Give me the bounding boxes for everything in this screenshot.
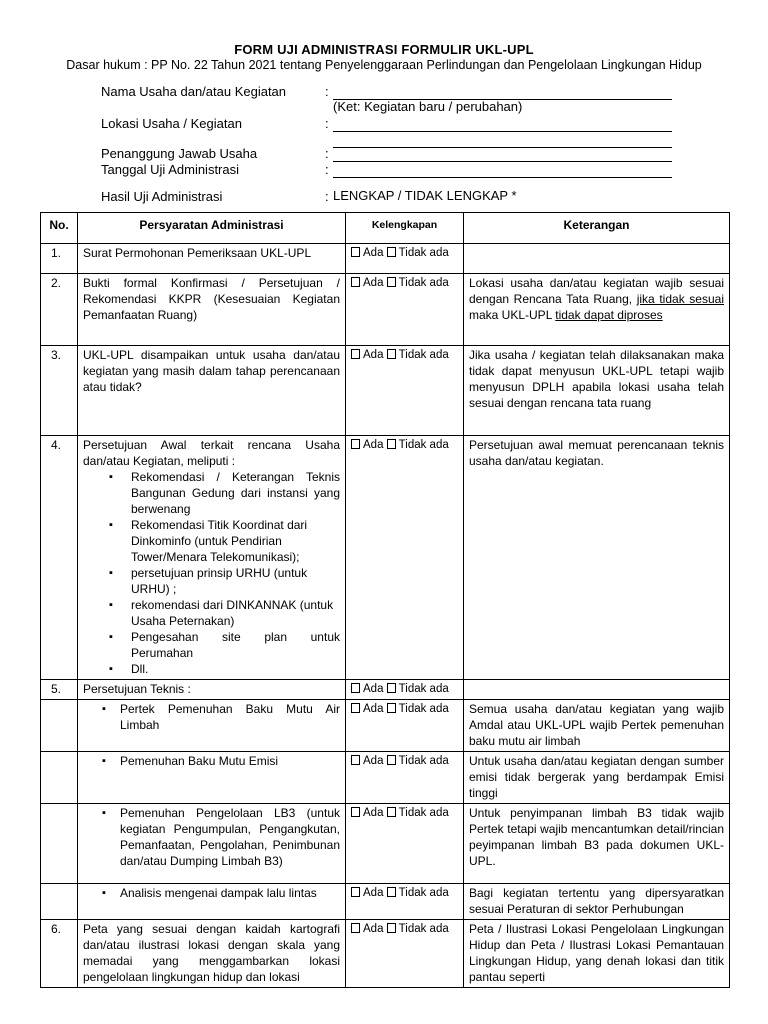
checkbox-ada[interactable] — [351, 247, 360, 257]
checkbox-tidak-ada[interactable] — [387, 703, 396, 713]
row-no: 4. — [41, 436, 78, 680]
list-item: ▪ rekomendasi dari DINKANNAK (untuk Usaha Peternakan) — [131, 597, 340, 629]
checkbox-ada[interactable] — [351, 703, 360, 713]
row-requirement: Surat Permohonan Pemeriksaan UKL-UPL — [78, 244, 346, 274]
list-item: ▪ Pengesahan site plan untuk Perumahan — [131, 629, 340, 661]
label-lokasi: Lokasi Usaha / Kegiatan — [101, 116, 242, 131]
header-kelengkapan: Kelengkapan — [346, 213, 464, 244]
row-keterangan: Untuk penyimpanan limbah B3 tidak wajib Pertek tetapi wajib mencantumkan detail/rincian peyimpanan limbah B3 pada dokumen UKL-UPL. — [464, 804, 730, 884]
colon: : — [325, 189, 329, 204]
row-keterangan: Bagi kegiatan tertentu yang dipersyaratkan sesuai Peraturan di sektor Perhubungan — [464, 884, 730, 920]
table-row — [41, 436, 730, 680]
row-requirement: Bukti formal Konfirmasi / Persetujuan / Rekomendasi KKPR (Kesesuaian Kegiatan Pemanfaatan Ruang) — [78, 274, 346, 346]
legal-basis: Dasar hukum : PP No. 22 Tahun 2021 tentang Penyelenggaraan Perlindungan dan Pengelolaan Lingkungan Hidup — [66, 58, 702, 72]
checkbox-group[interactable]: Ada Tidak ada — [346, 244, 464, 274]
table-row — [41, 680, 730, 700]
row-keterangan: Semua usaha dan/atau kegiatan yang wajib Amdal atau UKL-UPL wajib Pertek pemenuhan baku mutu air limbah — [464, 700, 730, 752]
checkbox-ada[interactable] — [351, 887, 360, 897]
hasil-value: LENGKAP / TIDAK LENGKAP * — [333, 188, 517, 203]
checkbox-group[interactable]: Ada Tidak ada — [346, 274, 464, 346]
checkbox-tidak-ada[interactable] — [387, 247, 396, 257]
checkbox-tidak-ada[interactable] — [387, 683, 396, 693]
input-line-tanggal[interactable] — [333, 177, 672, 178]
checkbox-ada[interactable] — [351, 683, 360, 693]
row-keterangan: Jika usaha / kegiatan telah dilaksanakan maka tidak dapat menyusun UKL-UPL tetapi wajib menyusun DPLH apabila lokasi usaha telah sesuai dengan rencana tata ruang — [464, 346, 730, 436]
row-keterangan: Persetujuan awal memuat perencanaan teknis usaha dan/atau kegiatan. — [464, 436, 730, 680]
table-header-row — [41, 213, 730, 244]
checkbox-tidak-ada[interactable] — [387, 923, 396, 933]
row-keterangan: Untuk usaha dan/atau kegiatan dengan sumber emisi tidak bergerak yang berdampak Emisi tinggi — [464, 752, 730, 804]
checkbox-tidak-ada[interactable] — [387, 755, 396, 765]
input-line-lokasi-2[interactable] — [333, 147, 672, 148]
row-keterangan — [464, 680, 730, 700]
row-sub-requirement: ▪ Pemenuhan Pengelolaan LB3 (untuk kegiatan Pengumpulan, Pengangkutan, Pemanfaatan, Pengolahan, Penimbunan dan/atau Dumping Limbah B3) — [78, 804, 346, 884]
row-keterangan — [464, 244, 730, 274]
row-no: 1. — [41, 244, 78, 274]
checkbox-ada[interactable] — [351, 349, 360, 359]
header-persyaratan: Persyaratan Administrasi — [78, 213, 346, 244]
checkbox-ada[interactable] — [351, 923, 360, 933]
table-row — [41, 752, 730, 804]
list-item: ▪ persetujuan prinsip URHU (untuk URHU) ; — [131, 565, 340, 597]
checkbox-ada[interactable] — [351, 277, 360, 287]
table-row — [41, 274, 730, 346]
checkbox-tidak-ada[interactable] — [387, 277, 396, 287]
row-requirement: Peta yang sesuai dengan kaidah kartografi dan/atau ilustrasi lokasi dengan skala yang memadai yang menggambarkan lokasi pengelolaan lingkungan hidup dan lokasi — [78, 920, 346, 988]
list-item: ▪ Dll. — [131, 661, 340, 677]
checkbox-group[interactable]: Ada Tidak ada — [346, 680, 464, 700]
checkbox-group[interactable]: Ada Tidak ada — [346, 884, 464, 920]
checkbox-tidak-ada[interactable] — [387, 439, 396, 449]
row-sub-requirement: ▪ Analisis mengenai dampak lalu lintas — [78, 884, 346, 920]
checkbox-group[interactable]: Ada Tidak ada — [346, 920, 464, 988]
checkbox-group[interactable]: Ada Tidak ada — [346, 436, 464, 680]
checkbox-ada[interactable] — [351, 807, 360, 817]
colon: : — [325, 146, 329, 161]
checkbox-tidak-ada[interactable] — [387, 887, 396, 897]
row-keterangan: Peta / Ilustrasi Lokasi Pengelolaan Lingkungan Hidup dan Peta / Ilustrasi Lokasi Pemantauan Lingkungan Hidup, yang denah lokasi dan titik pantau seperti — [464, 920, 730, 988]
row-requirement: Persetujuan Awal terkait rencana Usaha dan/atau Kegiatan, meliputi : ▪ Rekomendasi / Keterangan Teknis Bangunan Gedung dari instansi yang berwenang ▪ Rekomendasi Titik Koordinat dari Dinkominfo (untuk Pendirian Tower/Menara Telekomunikasi); ▪ persetujuan prinsip URHU (untuk URHU) ; ▪ rekomendasi dari DINKANNAK (untuk Usaha Peternakan) ▪ Pengesahan site plan untuk Perumahan ▪ Dll. — [78, 436, 346, 680]
table-row — [41, 346, 730, 436]
table-row — [41, 804, 730, 884]
checkbox-tidak-ada[interactable] — [387, 349, 396, 359]
table-row — [41, 700, 730, 752]
row-no: 3. — [41, 346, 78, 436]
requirements-table — [40, 212, 730, 988]
row-no: 2. — [41, 274, 78, 346]
colon: : — [325, 162, 329, 177]
checkbox-ada[interactable] — [351, 755, 360, 765]
row-keterangan: Lokasi usaha dan/atau kegiatan wajib sesuai dengan Rencana Tata Ruang, jika tidak sesuai maka UKL-UPL tidak dapat diproses — [464, 274, 730, 346]
checkbox-group[interactable]: Ada Tidak ada — [346, 700, 464, 752]
form-title: FORM UJI ADMINISTRASI FORMULIR UKL-UPL — [234, 42, 534, 57]
checkbox-tidak-ada[interactable] — [387, 807, 396, 817]
checkbox-group[interactable]: Ada Tidak ada — [346, 804, 464, 884]
note-kegiatan: (Ket: Kegiatan baru / perubahan) — [333, 99, 523, 114]
requirement-list — [83, 469, 340, 677]
checkbox-group[interactable]: Ada Tidak ada — [346, 752, 464, 804]
header-no: No. — [41, 213, 78, 244]
row-requirement: Persetujuan Teknis : — [78, 680, 346, 700]
checkbox-ada[interactable] — [351, 439, 360, 449]
table-row — [41, 244, 730, 274]
header-keterangan: Keterangan — [464, 213, 730, 244]
row-no: 5. — [41, 680, 78, 700]
row-sub-requirement: ▪ Pemenuhan Baku Mutu Emisi — [78, 752, 346, 804]
colon: : — [325, 116, 329, 131]
label-penanggung-jawab: Penanggung Jawab Usaha — [101, 146, 258, 161]
row-no: 6. — [41, 920, 78, 988]
table-row — [41, 884, 730, 920]
colon: : — [325, 84, 329, 99]
list-item: ▪ Rekomendasi Titik Koordinat dari Dinkominfo (untuk Pendirian Tower/Menara Telekomunikasi); — [131, 517, 340, 565]
checkbox-group[interactable]: Ada Tidak ada — [346, 346, 464, 436]
input-line-lokasi-1[interactable] — [333, 131, 672, 132]
label-hasil: Hasil Uji Administrasi — [101, 189, 223, 204]
input-line-penanggung[interactable] — [333, 161, 672, 162]
list-item: ▪ Rekomendasi / Keterangan Teknis Bangunan Gedung dari instansi yang berwenang — [131, 469, 340, 517]
table-row — [41, 920, 730, 988]
label-tanggal: Tanggal Uji Administrasi — [101, 162, 240, 177]
row-requirement: UKL-UPL disampaikan untuk usaha dan/atau kegiatan yang masih dalam tahap perencanaan atau tidak? — [78, 346, 346, 436]
label-nama-usaha: Nama Usaha dan/atau Kegiatan — [101, 84, 287, 99]
row-sub-requirement: ▪ Pertek Pemenuhan Baku Mutu Air Limbah — [78, 700, 346, 752]
